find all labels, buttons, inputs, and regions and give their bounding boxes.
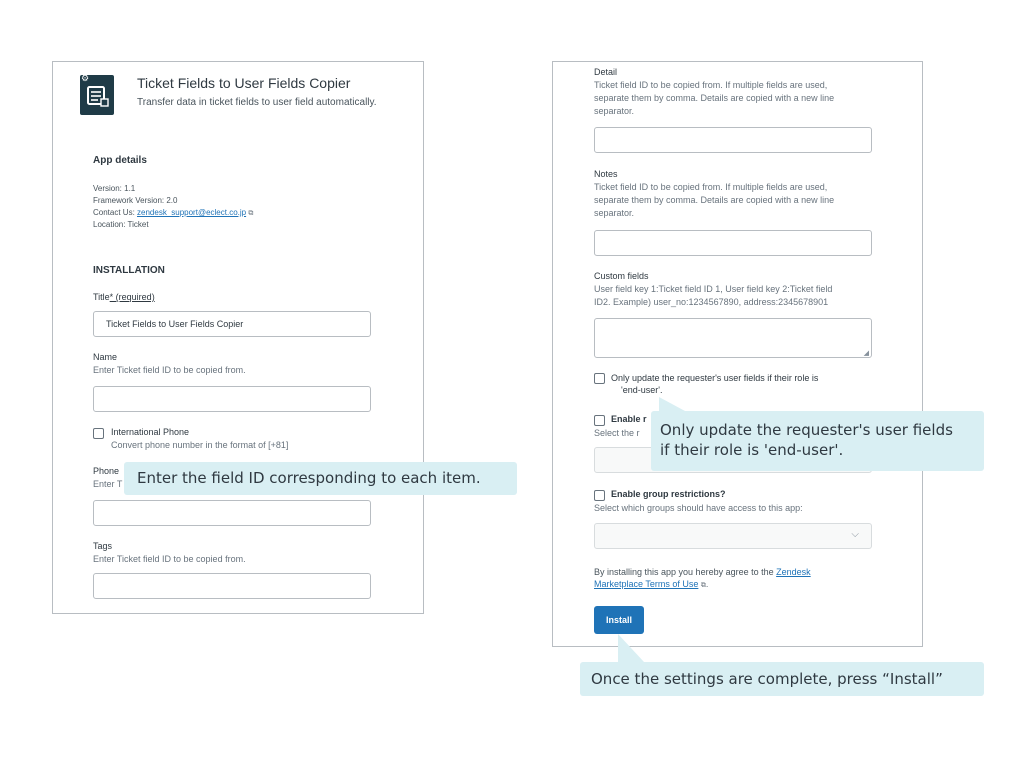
only-update-end-user-checkbox[interactable] — [594, 373, 605, 384]
location-text: Location: Ticket — [93, 220, 149, 229]
only-update-end-user-label-line-1: Only update the requester's user fields if their role is — [611, 373, 819, 383]
field-id-callout — [124, 462, 517, 495]
install-callout-pointer — [618, 634, 644, 662]
tags-label: Tags — [93, 541, 113, 551]
international-phone-hint: Convert phone number in the format of [+81] — [111, 440, 289, 450]
resize-grip-icon[interactable]: ◢ — [863, 350, 869, 357]
title-input-value: Ticket Fields to User Fields Copier — [106, 319, 244, 329]
title-input[interactable] — [93, 311, 371, 337]
external-link-icon: ⧉ — [700, 582, 706, 589]
tags-input[interactable] — [93, 573, 371, 599]
notes-hint-line-3: separator. — [594, 208, 635, 218]
custom-fields-hint-line-2: ID2. Example) user_no:1234567890, address:2345678901 — [594, 297, 829, 307]
field-id-callout-text: Enter the field ID corresponding to each item. — [137, 469, 481, 487]
end-user-callout-line-1: Only update the requester's user fields — [660, 421, 953, 439]
settings-gear-icon: ⚙ — [81, 73, 90, 83]
name-hint: Enter Ticket field ID to be copied from. — [93, 365, 246, 375]
name-input[interactable] — [93, 386, 371, 412]
custom-fields-label: Custom fields — [594, 271, 649, 281]
install-callout-text: Once the settings are complete, press “Install” — [591, 670, 943, 688]
detail-hint-line-3: separator. — [594, 106, 635, 116]
chevron-down-icon: ⌵ — [851, 529, 859, 540]
app-icon — [80, 75, 114, 115]
contact-prefix: Contact Us: — [93, 208, 138, 217]
app-details-panel — [52, 61, 424, 614]
notes-hint-line-2: separate them by comma. Details are copied with a new line — [594, 195, 835, 205]
notes-label: Notes — [594, 169, 618, 179]
contact-email-link[interactable]: zendesk_support@eclect.co.jp — [137, 208, 247, 217]
international-phone-checkbox[interactable] — [93, 428, 104, 439]
marketplace-terms-link[interactable]: Marketplace Terms of Use — [594, 579, 699, 589]
terms-text-line-1: By installing this app you hereby agree to the Zendesk — [594, 567, 811, 577]
group-restrictions-select[interactable] — [594, 523, 872, 549]
install-button[interactable]: Install — [594, 606, 644, 634]
end-user-callout-pointer — [659, 397, 685, 411]
enable-restrictions-checkbox[interactable] — [594, 415, 605, 426]
enable-restrictions-hint: Select the r — [594, 428, 640, 438]
app-description: Transfer data in ticket fields to user field automatically. — [137, 97, 377, 108]
detail-label: Detail — [594, 67, 618, 77]
end-user-callout — [651, 411, 984, 471]
contact-row — [93, 207, 253, 219]
custom-fields-hint-line-1: User field key 1:Ticket field ID 1, User field key 2:Ticket field — [594, 284, 833, 294]
app-details-heading: App details — [93, 155, 147, 166]
name-label: Name — [93, 352, 118, 362]
custom-fields-textarea[interactable] — [594, 318, 872, 358]
installation-settings-panel — [552, 61, 923, 647]
phone-input[interactable] — [93, 500, 371, 526]
notes-input[interactable] — [594, 230, 872, 256]
group-restrictions-label: Enable group restrictions? — [611, 489, 726, 499]
detail-hint-line-2: separate them by comma. Details are copied with a new line — [594, 93, 835, 103]
external-link-icon: ⧉ — [248, 210, 254, 217]
phone-hint: Enter T — [93, 479, 123, 489]
installation-heading: INSTALLATION — [93, 265, 165, 276]
group-restrictions-hint: Select which groups should have access to this app: — [594, 503, 803, 513]
international-phone-label: International Phone — [111, 427, 190, 437]
detail-input[interactable] — [594, 127, 872, 153]
terms-text-line-2: Marketplace Terms of Use ⧉. — [594, 579, 709, 589]
enable-restrictions-label: Enable r — [611, 414, 647, 424]
framework-version-text: Framework Version: 2.0 — [93, 196, 178, 205]
notes-hint-line-1: Ticket field ID to be copied from. If multiple fields are used, — [594, 182, 828, 192]
zendesk-terms-link[interactable]: Zendesk — [776, 567, 811, 577]
end-user-callout-line-2: if their role is 'end-user'. — [660, 441, 844, 459]
only-update-end-user-label-line-2: 'end-user'. — [621, 385, 663, 395]
app-title: Ticket Fields to User Fields Copier — [137, 75, 351, 91]
title-label: Title* (required) — [93, 292, 155, 302]
group-restrictions-checkbox[interactable] — [594, 490, 605, 501]
required-marker: * (required) — [109, 292, 155, 302]
version-text: Version: 1.1 — [93, 184, 136, 193]
phone-label: Phone — [93, 466, 120, 476]
install-callout — [580, 662, 984, 696]
tags-hint: Enter Ticket field ID to be copied from. — [93, 554, 246, 564]
detail-hint-line-1: Ticket field ID to be copied from. If multiple fields are used, — [594, 80, 828, 90]
